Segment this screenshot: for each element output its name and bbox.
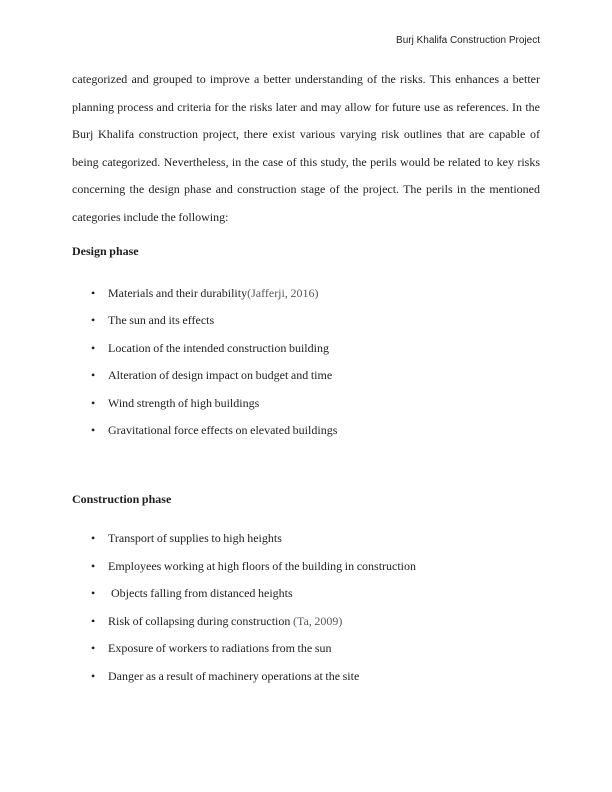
bullet-list-construction-phase <box>72 525 540 690</box>
bullet-icon: • <box>91 613 96 628</box>
bullet-icon: • <box>91 423 96 437</box>
bullet-icon: • <box>91 531 96 545</box>
paragraph-line: planning process and criteria for the risks later and may allow for future use as references. In the <box>72 99 540 114</box>
page-header <box>72 35 540 46</box>
bullet-icon: • <box>91 313 96 327</box>
bullet-text: Wind strength of high buildings <box>108 395 260 410</box>
citation-text: (Jafferji, 2016) <box>247 285 319 300</box>
section-heading-construction-phase: Construction phase <box>72 491 172 506</box>
bullet-text: Location of the intended construction building <box>108 340 329 355</box>
paragraph-line: concerning the design phase and construction stage of the project. The perils in the mentioned <box>72 182 540 196</box>
document-body <box>72 66 540 690</box>
bullet-icon: • <box>91 586 96 600</box>
list-item <box>72 335 540 363</box>
citation-text: (Ta, 2009) <box>292 613 343 628</box>
body-paragraph <box>72 66 540 231</box>
list-item <box>72 635 540 663</box>
bullet-icon: • <box>91 368 96 382</box>
bullet-icon: • <box>91 395 96 410</box>
list-item <box>72 580 540 608</box>
bullet-text: The sun and its effects <box>108 313 215 327</box>
bullet-icon: • <box>91 668 96 683</box>
bullet-text: Danger as a result of machinery operations at the site <box>108 668 360 683</box>
paragraph-line: categorized and grouped to improve a better understanding of the risks. This enhances a better <box>72 72 540 86</box>
paragraph-line: categories include the following: <box>72 209 229 224</box>
bullet-text: Exposure of workers to radiations from the sun <box>108 641 332 655</box>
list-item <box>72 608 540 636</box>
list-item <box>72 390 540 418</box>
list-item <box>72 307 540 335</box>
list-item <box>72 663 540 691</box>
bullet-text: Materials and their durability <box>108 285 248 300</box>
list-item <box>72 362 540 390</box>
bullet-icon: • <box>91 340 96 355</box>
bullet-text: Objects falling from distanced heights <box>108 586 293 600</box>
bullet-text: Employees working at high floors of the building in construction <box>108 558 417 573</box>
list-item <box>72 525 540 553</box>
bullet-list-design-phase <box>72 280 540 445</box>
paragraph-line: being categorized. Nevertheless, in the case of this study, the perils would be related to key risks <box>72 154 540 169</box>
bullet-icon: • <box>91 285 96 300</box>
section-heading-design-phase: Design phase <box>72 244 139 258</box>
bullet-text: Alteration of design impact on budget and time <box>108 368 333 382</box>
bullet-icon: • <box>91 641 96 655</box>
bullet-text: Risk of collapsing during construction <box>108 613 293 628</box>
bullet-text: Gravitational force effects on elevated buildings <box>108 423 338 437</box>
paragraph-line: Burj Khalifa construction project, there exist various varying risk outlines that are capable of <box>72 127 540 141</box>
list-item <box>72 553 540 581</box>
header-title: Burj Khalifa Construction Project <box>396 35 540 46</box>
list-item <box>72 417 540 445</box>
bullet-icon: • <box>91 558 96 573</box>
bullet-text: Transport of supplies to high heights <box>108 531 282 545</box>
list-item <box>72 280 540 308</box>
